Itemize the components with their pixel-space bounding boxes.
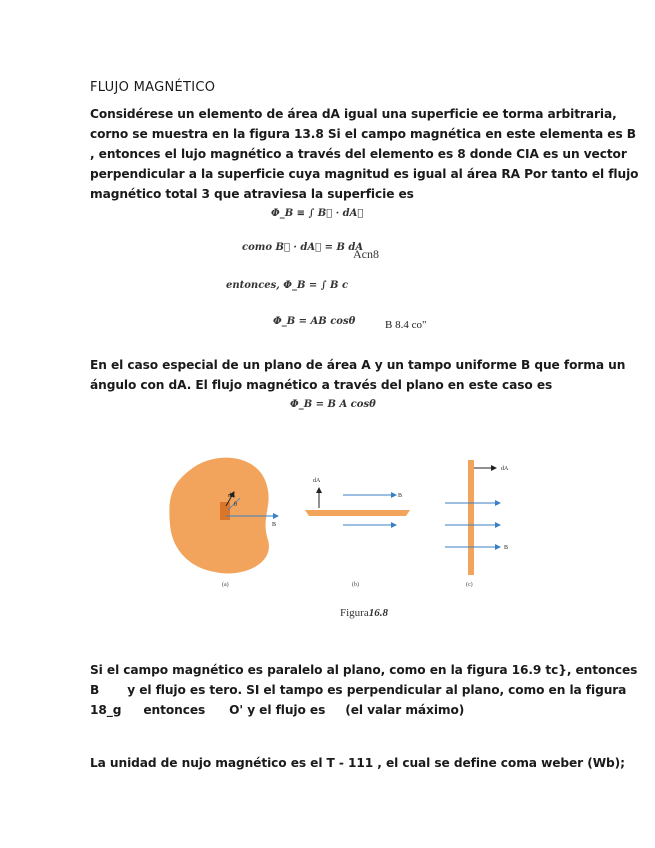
text-line: Considérese un elemento de área dA igual una superficie ee torma arbitraria, [90, 107, 617, 121]
plane-c [468, 460, 474, 575]
equation-dot-product: como B⃗ · dA⃗ = B dA [242, 242, 364, 253]
flux-figure [160, 450, 520, 600]
text-fragment: B [90, 683, 100, 697]
text-fragment: (el valar máximo) [345, 703, 465, 717]
text-line: , entonces el lujo magnético a través del elemento es 8 donde CIA es un vector [90, 147, 627, 161]
text-line: En el caso especial de un plano de área A y un tampo uniforme B que forma un [90, 358, 626, 372]
label-B-c: B [504, 545, 509, 551]
intro-paragraph [90, 104, 639, 204]
text-fragment: y el flujo es tero. SI el tampo es perpendicular al plano, como en la figura [127, 683, 627, 697]
caption-prefix: Figura [340, 607, 369, 619]
equation-entonces: entonces, Φ_B = ∫ B c [226, 280, 349, 291]
text-line: ángulo con dA. El flujo magnético a través del plano en este caso es [90, 378, 553, 392]
label-B-a: B [272, 522, 277, 528]
label-theta: θ [234, 502, 237, 508]
label-dA-a: dA [228, 493, 236, 499]
sublabel-a: (a) [222, 582, 229, 588]
area-element [220, 502, 230, 520]
text-line: perpendicular a la superficie cuya magnitud es igual al área RA Por tanto el flujo [90, 167, 639, 181]
sublabel-c: (c) [466, 582, 473, 588]
equation-plane-flux: Φ_B = B A cosθ [290, 399, 376, 410]
text-line: corno se muestra en la figura 13.8 Si el campo magnética en este elementa es B [90, 127, 636, 141]
caption-number: 16.8 [368, 607, 388, 619]
equation-note: B 8.4 co" [385, 319, 427, 331]
text-line [90, 680, 627, 700]
equation-overlap-text: Acn8 [353, 247, 379, 261]
sublabel-b: (b) [352, 582, 359, 588]
equation-ab-cos: Φ_B = AB cosθ [273, 316, 356, 327]
unit-paragraph: La unidad de nujo magnético es el T - 111 , el cual se define coma weber (Wb); [90, 756, 625, 770]
special-case-paragraph [90, 355, 626, 395]
figure-caption [340, 607, 388, 619]
text-fragment: entonces [143, 703, 206, 717]
label-B-b: B [398, 493, 403, 499]
page-title: FLUJO MAGNÉTICO [90, 80, 216, 95]
text-fragment: 18_g [90, 703, 122, 717]
plane-b [305, 510, 410, 516]
text-line [90, 700, 570, 720]
label-dA-b: dA [313, 478, 321, 484]
equation-flux-integral: Φ_B ≡ ∫ B⃗ · dA⃗ [271, 208, 364, 219]
text-fragment: O' y el flujo es [229, 703, 326, 717]
text-line: Si el campo magnético es paralelo al plano, como en la figura 16.9 tc}, entonces [90, 663, 638, 677]
label-dA-c: dA [501, 466, 509, 472]
text-line: magnético total 3 que atraviesa la superficie es [90, 187, 414, 201]
parallel-case-paragraph [90, 660, 638, 720]
